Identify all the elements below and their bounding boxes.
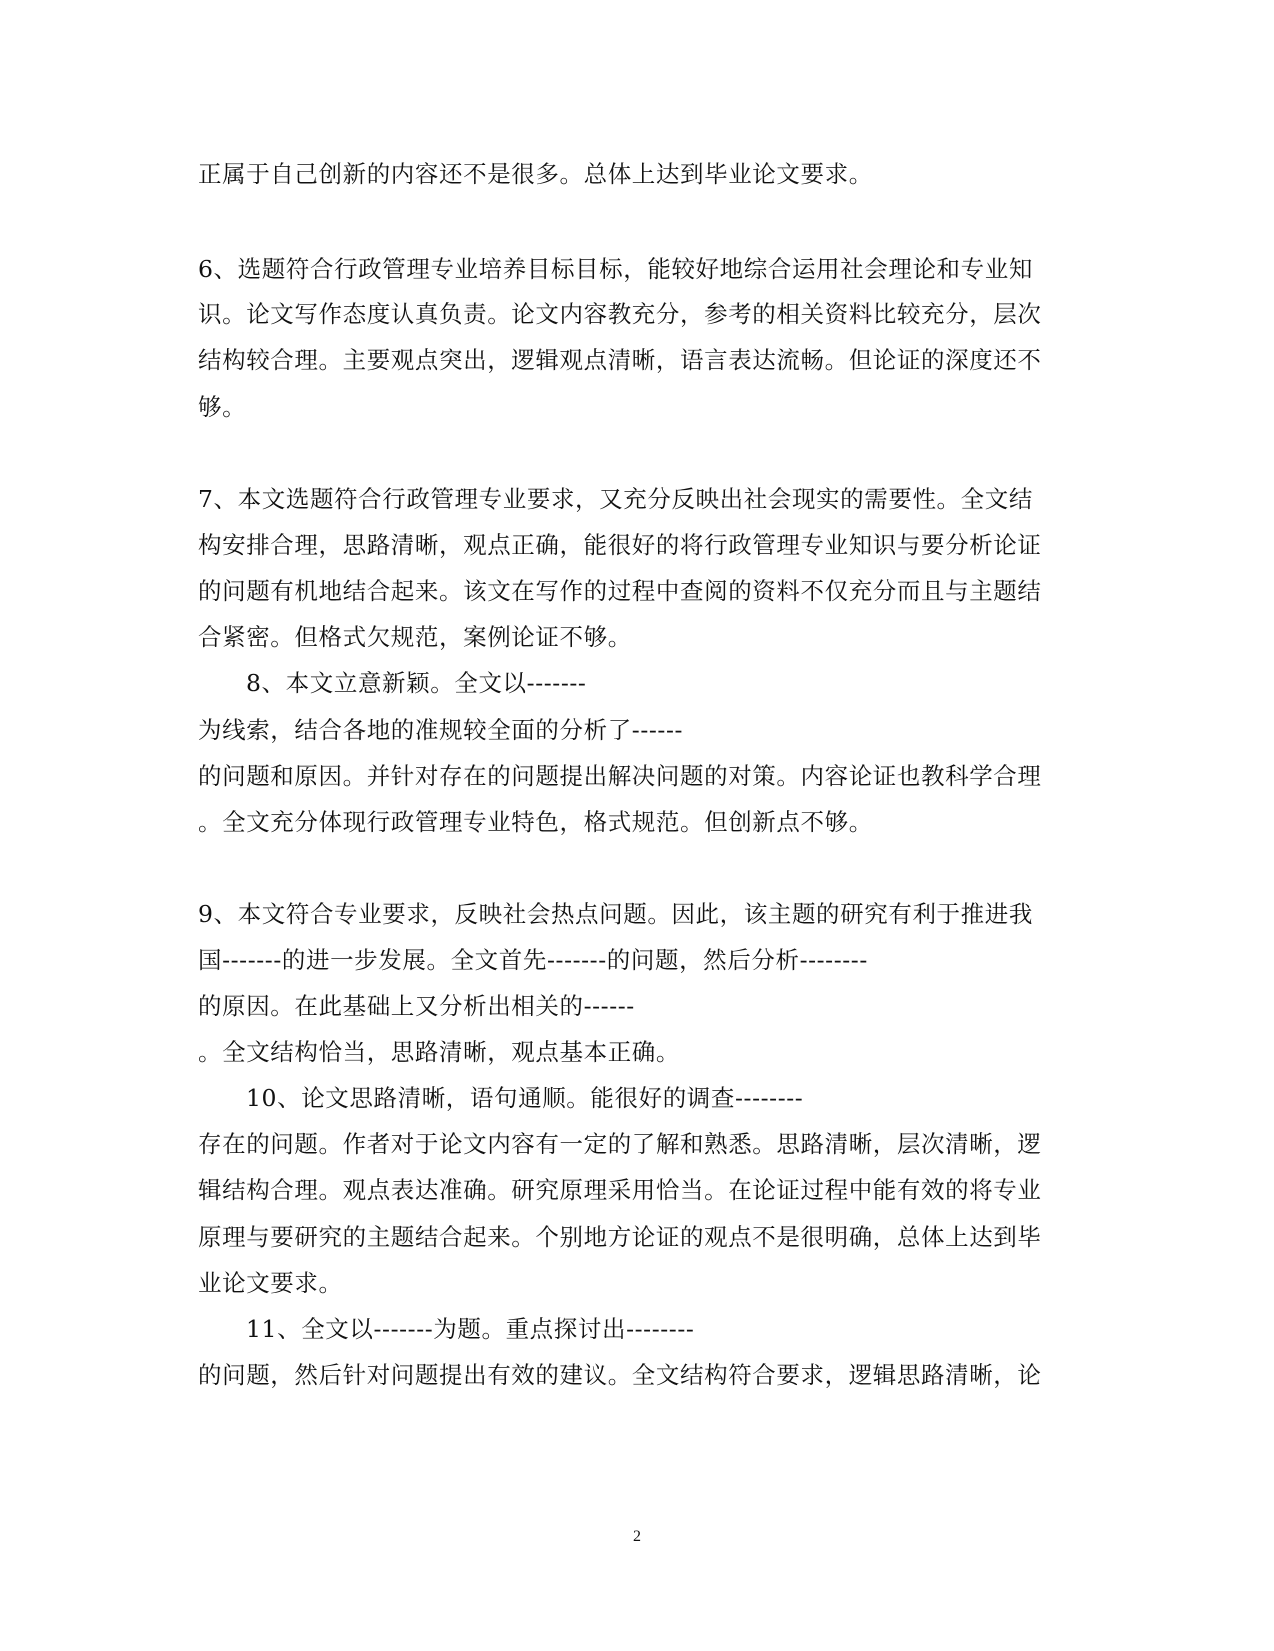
- paragraph-6-line: 够。: [198, 393, 247, 421]
- page-number: 2: [633, 1528, 641, 1545]
- paragraph-6-line: 结构较合理。主要观点突出，逻辑观点清晰，语言表达流畅。但论证的深度还不: [198, 346, 1042, 374]
- paragraph-8-line: 8、本文立意新颖。全文以-------: [246, 669, 587, 697]
- paragraph-11-line: 11、全文以-------为题。重点探讨出--------: [246, 1315, 695, 1343]
- paragraph-8-line: 为线索，结合各地的准规较全面的分析了------: [198, 716, 684, 744]
- text-line: 正属于自己创新的内容还不是很多。总体上达到毕业论文要求。: [198, 160, 873, 188]
- paragraph-6-line: 6、选题符合行政管理专业培养目标目标，能较好地综合运用社会理论和专业知: [198, 255, 1033, 283]
- paragraph-8-line: 。全文充分体现行政管理专业特色，格式规范。但创新点不够。: [198, 808, 873, 836]
- paragraph-9-line: 9、本文符合专业要求，反映社会热点问题。因此，该主题的研究有利于推进我: [198, 900, 1033, 928]
- paragraph-11-line: 的问题，然后针对问题提出有效的建议。全文结构符合要求，逻辑思路清晰，论: [198, 1361, 1042, 1389]
- paragraph-9-line: 国-------的进一步发展。全文首先-------的问题，然后分析--------: [198, 946, 868, 974]
- paragraph-9-line: 的原因。在此基础上又分析出相关的------: [198, 992, 635, 1020]
- paragraph-7-line: 的问题有机地结合起来。该文在写作的过程中查阅的资料不仅充分而且与主题结: [198, 577, 1042, 605]
- paragraph-7-line: 7、本文选题符合行政管理专业要求，又充分反映出社会现实的需要性。全文结: [198, 485, 1033, 513]
- paragraph-9-line: 。全文结构恰当，思路清晰，观点基本正确。: [198, 1038, 680, 1066]
- paragraph-7-line: 构安排合理，思路清晰，观点正确，能很好的将行政管理专业知识与要分析论证: [198, 531, 1042, 559]
- paragraph-6-line: 识。论文写作态度认真负责。论文内容教充分，参考的相关资料比较充分，层次: [198, 300, 1042, 328]
- paragraph-10-line: 原理与要研究的主题结合起来。个别地方论证的观点不是很明确，总体上达到毕: [198, 1223, 1042, 1251]
- paragraph-10-line: 10、论文思路清晰，语句通顺。能很好的调查--------: [246, 1084, 804, 1112]
- paragraph-10-line: 存在的问题。作者对于论文内容有一定的了解和熟悉。思路清晰，层次清晰，逻: [198, 1130, 1042, 1158]
- paragraph-7-line: 合紧密。但格式欠规范，案例论证不够。: [198, 623, 632, 651]
- paragraph-8-line: 的问题和原因。并针对存在的问题提出解决问题的对策。内容论证也教科学合理: [198, 762, 1042, 790]
- paragraph-10-line: 业论文要求。: [198, 1269, 343, 1297]
- paragraph-10-line: 辑结构合理。观点表达准确。研究原理采用恰当。在论证过程中能有效的将专业: [198, 1176, 1042, 1204]
